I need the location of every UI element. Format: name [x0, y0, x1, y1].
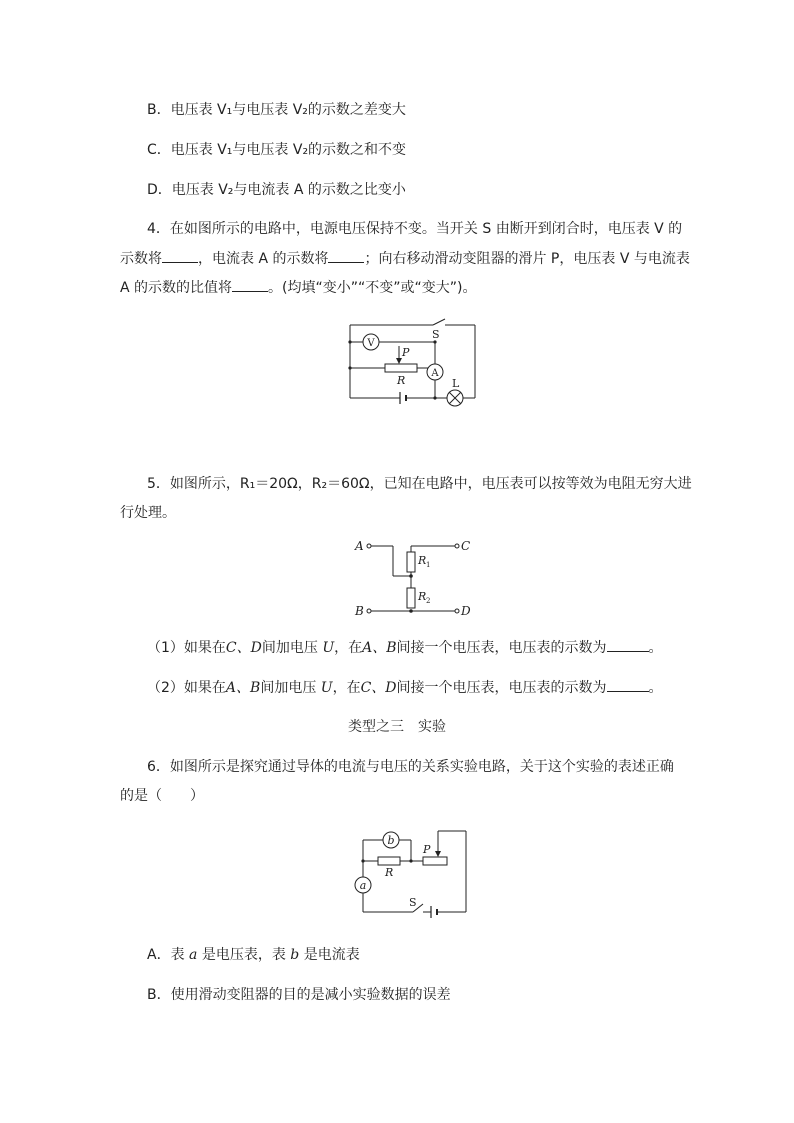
q4-line-2 — [120, 248, 690, 269]
q6-text: b — [290, 947, 300, 963]
q5-text: ，在 — [332, 680, 361, 696]
option-b: B．电压表 V₁与电压表 V₂的示数之差变大 — [147, 102, 406, 118]
terminal-b-label: B — [355, 604, 364, 618]
r1-label: R — [418, 554, 427, 567]
q6-text: a — [189, 947, 198, 963]
q4-line-3 — [120, 277, 476, 298]
q6-line-1: 6．如图所示是探究通过导体的电流与电压的关系实验电路，关于这个实验的表述正确 — [147, 759, 674, 775]
q4-line-1: 4．在如图所示的电路中，电源电压保持不变。当开关 S 由断开到闭合时，电压表 V 的 — [147, 221, 683, 237]
switch-label: S — [432, 328, 440, 341]
q5-text: 间接一个电压表，电压表的示数为 — [396, 640, 607, 656]
q5-subquestion-1 — [147, 637, 663, 658]
q6-option-a — [147, 945, 360, 965]
q5-text: 间加电压 — [260, 680, 317, 696]
terminal-d-label: D — [461, 604, 471, 618]
q4-text: 。(均填“变小”“不变”或“变大”)。 — [268, 280, 477, 296]
q5-subquestion-2 — [147, 677, 663, 698]
q6-option-b: B．使用滑动变阻器的目的是减小实验数据的误差 — [147, 987, 451, 1003]
q5-text: A、B — [362, 640, 397, 656]
answer-blank[interactable] — [607, 677, 649, 692]
q5-text: （2）如果在 — [147, 680, 226, 696]
terminal-c-label: C — [461, 539, 471, 553]
q5-text: ，在 — [334, 640, 363, 656]
q5-text: 间接一个电压表，电压表的示数为 — [396, 680, 607, 696]
q4-text: 示数将 — [120, 251, 162, 267]
terminal-a-label: A — [355, 539, 364, 553]
q6-text: 是电流表 — [303, 947, 360, 963]
q5-text: （1）如果在 — [147, 640, 226, 656]
q4-text: ，电流表 A 的示数将 — [198, 251, 329, 267]
slider-label: P — [402, 346, 410, 359]
q6-text: A．表 — [147, 947, 185, 963]
q6-circuit-diagram — [353, 826, 468, 916]
r2-subscript: 2 — [426, 597, 431, 605]
q4-circuit-diagram — [345, 318, 485, 408]
r1-subscript: 1 — [426, 561, 431, 569]
q5-text: U — [322, 640, 335, 656]
option-d: D．电压表 V₂与电流表 A 的示数之比变小 — [147, 182, 406, 198]
q6-line-2: 的是（ ） — [120, 788, 204, 804]
meter-b-label: b — [387, 834, 395, 847]
resistor-label: R — [385, 866, 394, 879]
q5-text: 。 — [648, 680, 663, 696]
q5-text: C、D — [225, 640, 262, 656]
q4-text: ；向右移动滑动变阻器的滑片 P，电压表 V 与电流表 — [364, 251, 690, 267]
answer-blank[interactable] — [328, 248, 364, 263]
q5-circuit-diagram — [355, 536, 475, 616]
q5-text: C、D — [360, 680, 397, 696]
answer-blank[interactable] — [162, 248, 198, 263]
option-c: C．电压表 V₁与电压表 V₂的示数之和不变 — [147, 142, 407, 158]
r2-label: R — [418, 590, 427, 603]
switch-label: S — [409, 896, 417, 909]
q4-text: A 的示数的比值将 — [120, 280, 233, 296]
q5-text: 间加电压 — [261, 640, 318, 656]
slider-label: P — [423, 843, 431, 856]
meter-a-label: a — [359, 879, 367, 892]
lamp-label: L — [452, 377, 460, 390]
resistor-label: R — [397, 374, 406, 387]
q6-text: 是电压表，表 — [201, 947, 286, 963]
q5-line-2: 行处理。 — [120, 505, 176, 521]
ammeter-label: A — [431, 368, 439, 379]
voltmeter-label: V — [367, 338, 375, 349]
q5-line-1: 5．如图所示，R₁＝20Ω，R₂＝60Ω，已知在电路中，电压表可以按等效为电阻无穷大进 — [147, 476, 692, 492]
q5-text: U — [320, 680, 333, 696]
answer-blank[interactable] — [607, 637, 649, 652]
q5-text: 。 — [648, 640, 663, 656]
q5-text: A、B — [225, 680, 261, 696]
section-heading: 类型之三 实验 — [348, 719, 446, 735]
answer-blank[interactable] — [232, 277, 268, 292]
